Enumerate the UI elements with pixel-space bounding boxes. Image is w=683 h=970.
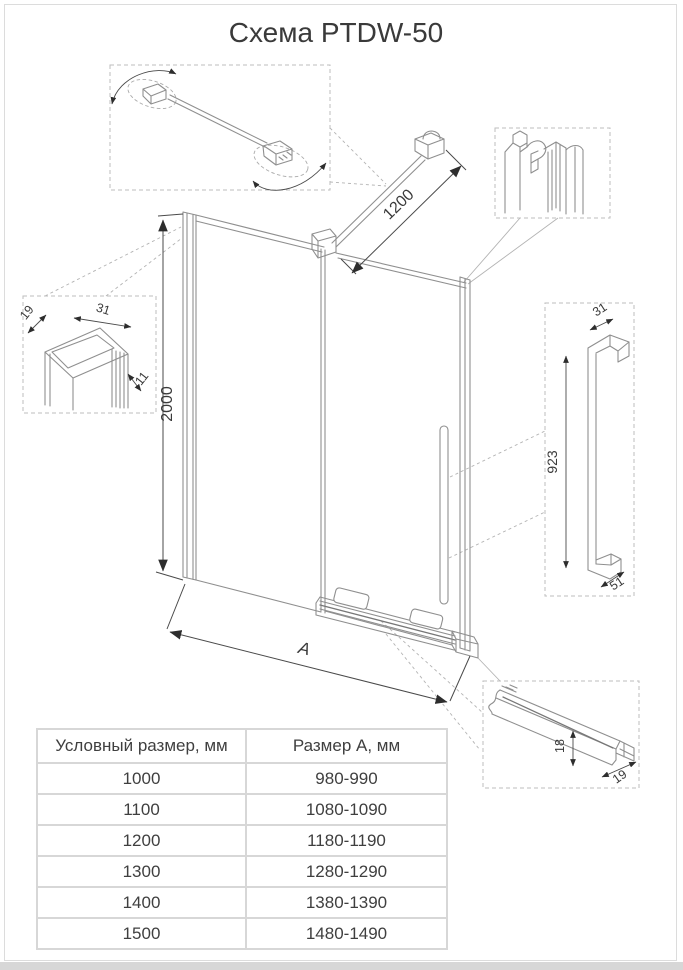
svg-text:31: 31 bbox=[94, 300, 112, 318]
table-row bbox=[37, 794, 447, 825]
size-a-cell: 1180-1190 bbox=[246, 825, 447, 856]
fixed-glass-panel bbox=[196, 215, 325, 613]
bottom-rail bbox=[316, 597, 478, 658]
col-header-nominal-size: Условный размер, мм bbox=[37, 729, 246, 763]
roller-block bbox=[409, 608, 443, 629]
nominal-size-cell: 1200 bbox=[37, 825, 246, 856]
dim-rail-depth bbox=[602, 762, 636, 786]
svg-text:19: 19 bbox=[609, 767, 630, 787]
bottom-edge-strip bbox=[0, 962, 683, 970]
detail-box-bottom-rail bbox=[483, 681, 639, 788]
table-row bbox=[37, 856, 447, 887]
nominal-size-cell: 1300 bbox=[37, 856, 246, 887]
col-header-size-a: Размер А, мм bbox=[246, 729, 447, 763]
dimension-bar-length bbox=[341, 150, 466, 274]
dim-handle-top-width bbox=[590, 300, 613, 330]
nominal-size-cell: 1500 bbox=[37, 918, 246, 949]
svg-text:19: 19 bbox=[17, 302, 37, 323]
dim-handle-bottom-width bbox=[601, 572, 627, 593]
wall-support-bar bbox=[312, 131, 444, 258]
table-row bbox=[37, 887, 447, 918]
wall-profile bbox=[183, 212, 196, 580]
size-a-cell: 1380-1390 bbox=[246, 887, 447, 918]
detail-box-rotating-bar bbox=[110, 65, 330, 190]
size-a-cell: 1080-1090 bbox=[246, 794, 447, 825]
table-row bbox=[37, 918, 447, 949]
table-row bbox=[37, 763, 447, 794]
door-handle bbox=[440, 426, 448, 604]
dim-bar-length-label: 1200 bbox=[380, 186, 418, 224]
nominal-size-cell: 1100 bbox=[37, 794, 246, 825]
table-row bbox=[37, 825, 447, 856]
dim-wall-profile-inner bbox=[128, 369, 151, 391]
dim-wall-profile-depth bbox=[17, 303, 46, 333]
detail-box-handle bbox=[544, 300, 634, 596]
detail-box-wall-profile bbox=[17, 296, 156, 413]
dim-handle-length bbox=[544, 356, 566, 568]
dim-width-a-label: A bbox=[296, 638, 312, 660]
size-a-cell: 1280-1290 bbox=[246, 856, 447, 887]
size-a-cell: 980-990 bbox=[246, 763, 447, 794]
dimension-door-height bbox=[156, 214, 183, 580]
roller-block bbox=[333, 587, 370, 610]
dim-rail-height bbox=[553, 731, 573, 766]
page-title: Схема PTDW-50 bbox=[228, 17, 444, 48]
dim-wall-profile-width bbox=[74, 300, 131, 327]
svg-text:31: 31 bbox=[590, 299, 610, 320]
svg-text:51: 51 bbox=[607, 573, 627, 594]
size-a-cell: 1480-1490 bbox=[246, 918, 447, 949]
size-table bbox=[36, 728, 448, 950]
dim-door-height-label: 2000 bbox=[159, 386, 176, 422]
svg-text:923: 923 bbox=[544, 450, 560, 474]
table-header-row bbox=[37, 729, 447, 763]
svg-text:11: 11 bbox=[132, 369, 152, 388]
svg-text:18: 18 bbox=[553, 739, 567, 753]
main-view bbox=[156, 131, 478, 702]
nominal-size-cell: 1400 bbox=[37, 887, 246, 918]
detail-box-seal-profile bbox=[495, 128, 610, 218]
nominal-size-cell: 1000 bbox=[37, 763, 246, 794]
